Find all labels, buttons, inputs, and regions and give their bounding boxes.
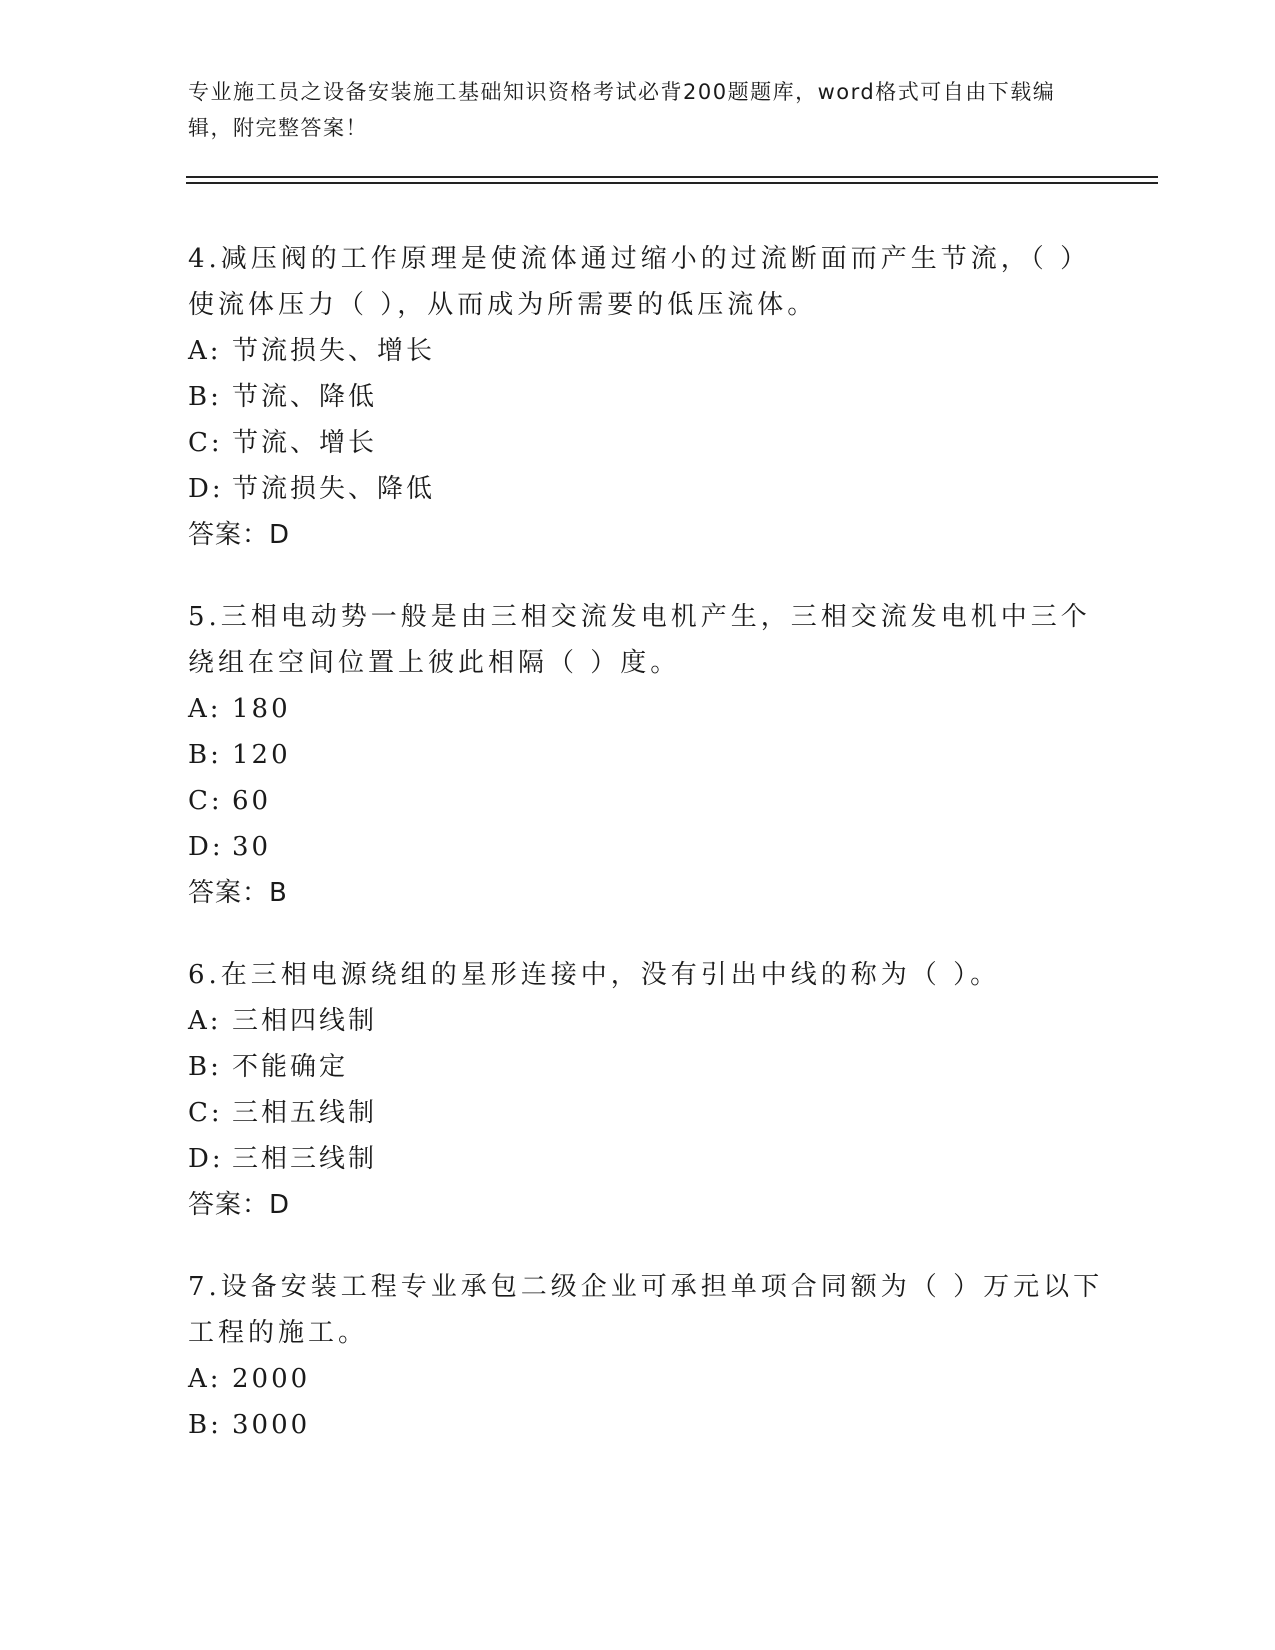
option-a (188, 328, 1108, 374)
document-header: 专业施工员之设备安装施工基础知识资格考试必背200题题库，word格式可自由下载编辑，附完整答案！ (188, 80, 1056, 140)
option-key: A: (188, 1006, 222, 1036)
question-stem: 6.在三相电源绕组的星形连接中，没有引出中线的称为（ ）。 (188, 960, 1001, 990)
question-7 (188, 1264, 1108, 1448)
option-key: C: (188, 1098, 223, 1128)
question-stem: 7.设备安装工程专业承包二级企业可承担单项合同额为（ ）万元以下工程的施工。 (188, 1272, 1104, 1348)
option-key: A: (188, 336, 222, 366)
option-text: 节流、降低 (232, 382, 378, 412)
option-text: 三相四线制 (232, 1006, 378, 1036)
option-c (188, 420, 1108, 466)
header-divider-bottom (186, 182, 1158, 184)
question-6 (188, 952, 1108, 1228)
answer-line: 答案：D (188, 1190, 291, 1220)
option-text: 120 (232, 740, 291, 770)
question-list (188, 236, 1108, 1484)
option-key: D: (188, 1144, 224, 1174)
option-text: 不能确定 (232, 1052, 349, 1082)
option-text: 30 (232, 832, 272, 862)
option-d (188, 466, 1108, 512)
option-text: 节流损失、降低 (232, 474, 436, 504)
option-c (188, 1090, 1108, 1136)
option-d (188, 1136, 1108, 1182)
option-key: A: (188, 694, 222, 724)
option-text: 2000 (232, 1364, 311, 1394)
option-d (188, 824, 1108, 870)
option-b (188, 732, 1108, 778)
question-stem: 5.三相电动势一般是由三相交流发电机产生，三相交流发电机中三个绕组在空间位置上彼此相隔（ ）度。 (188, 602, 1091, 678)
option-text: 三相五线制 (232, 1098, 378, 1128)
option-text: 180 (232, 694, 291, 724)
option-key: B: (188, 740, 222, 770)
option-key: D: (188, 832, 224, 862)
option-key: A: (188, 1364, 222, 1394)
option-text: 60 (232, 786, 272, 816)
option-text: 节流、增长 (232, 428, 378, 458)
option-key: C: (188, 428, 223, 458)
option-c (188, 778, 1108, 824)
option-key: B: (188, 1052, 222, 1082)
option-b (188, 374, 1108, 420)
option-text: 节流损失、增长 (232, 336, 436, 366)
question-4 (188, 236, 1108, 558)
question-5 (188, 594, 1108, 916)
question-stem: 4.减压阀的工作原理是使流体通过缩小的过流断面而产生节流，（ ）使流体压力（ ），从而成为所需要的低压流体。 (188, 244, 1091, 320)
answer-line: 答案：B (188, 878, 288, 908)
answer-line: 答案：D (188, 520, 291, 550)
option-b (188, 1044, 1108, 1090)
option-a (188, 1356, 1108, 1402)
option-text: 三相三线制 (232, 1144, 378, 1174)
header-divider-top (186, 176, 1158, 178)
option-text: 3000 (232, 1410, 311, 1440)
option-b (188, 1402, 1108, 1448)
option-key: B: (188, 382, 222, 412)
option-key: D: (188, 474, 224, 504)
option-a (188, 686, 1108, 732)
option-key: C: (188, 786, 223, 816)
option-a (188, 998, 1108, 1044)
option-key: B: (188, 1410, 222, 1440)
